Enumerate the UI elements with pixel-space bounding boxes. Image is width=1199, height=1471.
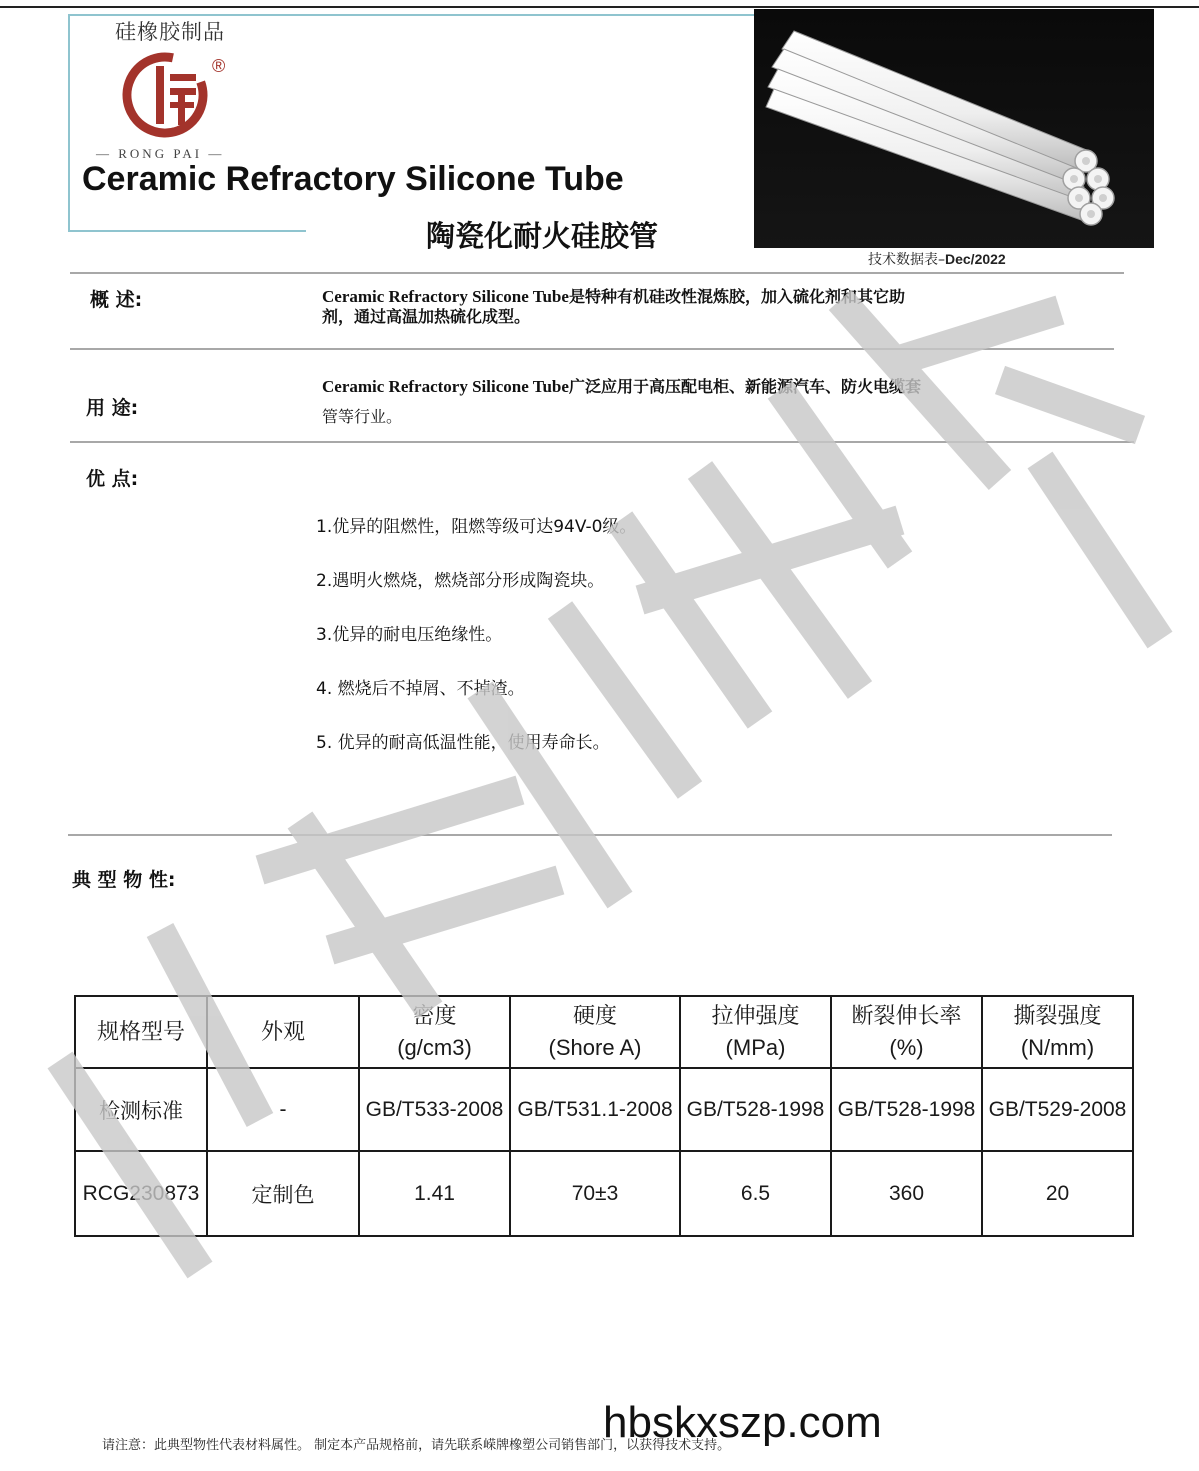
overview-text-en: Ceramic Refractory Silicone Tube — [322, 287, 569, 306]
overview-text-cn-2: 剂，通过高温加热硫化成型。 — [322, 307, 531, 327]
header-cell: 密度 (g/cm3) — [359, 996, 510, 1068]
advantage-item-5: 5. 优异的耐高低温性能，使用寿命长。 — [316, 733, 610, 753]
header-frame-bottom — [68, 230, 306, 232]
overview-text-cn-1: 是特种有机硅改性混炼胶，加入硫化剂和其它助 — [568, 287, 905, 306]
datasheet-label-text: 技术数据表– — [868, 252, 945, 268]
table-cell: 70±3 — [510, 1151, 680, 1236]
table-cell: 360 — [831, 1151, 982, 1236]
table-cell: 定制色 — [207, 1151, 359, 1236]
overview-text — [322, 286, 1062, 327]
advantage-item-2: 2.遇明火燃烧，燃烧部分形成陶瓷块。 — [316, 571, 605, 591]
advantage-item-1: 1.优异的阻燃性，阻燃等级可达94V-0级。 — [316, 517, 637, 537]
header-cell: 断裂伸长率 (%) — [831, 996, 982, 1068]
datasheet-label — [868, 249, 1006, 269]
properties-label: 典 型 物 性: — [72, 869, 176, 891]
header-cell: 外观 — [207, 996, 359, 1068]
table-row-product — [75, 1151, 1133, 1236]
table-cell: GB/T529-2008 — [982, 1068, 1133, 1151]
advantage-item-4: 4. 燃烧后不掉屑、不掉渣。 — [316, 679, 525, 699]
divider-overview — [70, 348, 1114, 350]
usage-label: 用 途: — [86, 397, 139, 419]
usage-text-en: Ceramic Refractory Silicone Tube — [322, 377, 569, 396]
table-cell: 1.41 — [359, 1151, 510, 1236]
website-url: hbskxszp.com — [603, 1398, 882, 1447]
table-cell: 20 — [982, 1151, 1133, 1236]
divider-usage — [70, 441, 1134, 443]
advantage-item-3: 3.优异的耐电压绝缘性。 — [316, 625, 503, 645]
brand-name-cn: 硅橡胶制品 — [115, 20, 225, 44]
table-cell: - — [207, 1068, 359, 1151]
table-cell: 检测标准 — [75, 1068, 207, 1151]
divider-advantages — [68, 834, 1112, 836]
product-title-en: Ceramic Refractory Silicone Tube — [82, 160, 624, 198]
overview-label: 概 述: — [90, 289, 143, 311]
table-cell: 6.5 — [680, 1151, 831, 1236]
datasheet-date: Dec/2022 — [945, 251, 1006, 267]
header-cell: 拉伸强度 (MPa) — [680, 996, 831, 1068]
properties-table — [74, 995, 1134, 1237]
usage-text — [322, 372, 1082, 431]
advantages-label: 优 点: — [86, 468, 139, 490]
header-cell: 硬度 (Shore A) — [510, 996, 680, 1068]
header-frame-left — [68, 14, 70, 232]
silicone-tube-photo — [754, 9, 1154, 248]
header-cell: 撕裂强度 (N/mm) — [982, 996, 1133, 1068]
top-rule — [0, 6, 1199, 8]
logo-subtitle: — RONG PAI — — [96, 146, 225, 161]
divider-top — [70, 272, 1124, 274]
header-cell: 规格型号 — [75, 996, 207, 1068]
registered-mark: ® — [212, 56, 226, 76]
rongpai-logo-icon — [120, 52, 230, 138]
table-cell: RCG230873 — [75, 1151, 207, 1236]
table-cell: GB/T528-1998 — [680, 1068, 831, 1151]
table-cell: GB/T528-1998 — [831, 1068, 982, 1151]
table-header-row — [75, 996, 1133, 1068]
table-cell: GB/T531.1-2008 — [510, 1068, 680, 1151]
footer-note: 请注意：此典型物性代表材料属性。 制定本产品规格前，请先联系嵘牌橡塑公司销售部门，以获得技术支持。 — [102, 1438, 731, 1453]
table-row-standards — [75, 1068, 1133, 1151]
usage-text-cn-2: 管等行业。 — [322, 406, 403, 426]
usage-text-cn-1: 广泛应用于高压配电柜、新能源汽车、防火电缆套 — [568, 377, 921, 396]
table-cell: GB/T533-2008 — [359, 1068, 510, 1151]
product-title-cn: 陶瓷化耐火硅胶管 — [426, 219, 659, 253]
